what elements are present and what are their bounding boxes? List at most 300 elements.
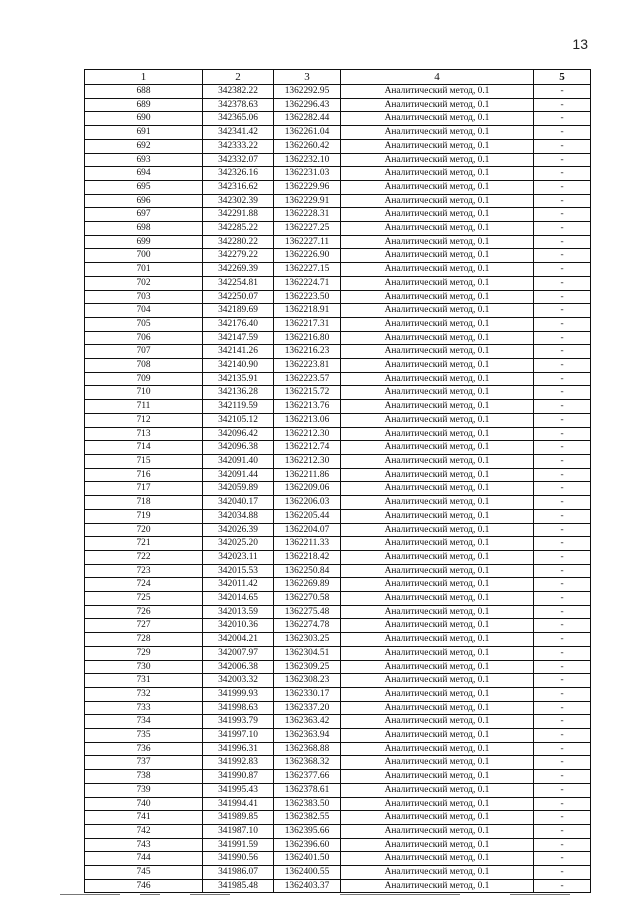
- table-row: [85, 304, 591, 318]
- table-cell-col-2: 342147.59: [203, 331, 274, 345]
- table-cell-col-2: 342014.65: [203, 592, 274, 606]
- table-cell-col-3: 1362232.10: [274, 153, 341, 167]
- table-cell-col-4: Аналитический метод, 0.1: [341, 194, 534, 208]
- table-cell-col-4: Аналитический метод, 0.1: [341, 208, 534, 222]
- table-cell-col-3: 1362337.20: [274, 701, 341, 715]
- table-row: [85, 537, 591, 551]
- table-cell-col-2: 342023.11: [203, 550, 274, 564]
- table-cell-col-5: -: [534, 660, 591, 674]
- table-cell-col-2: 342341.42: [203, 126, 274, 140]
- table-cell-col-1: 722: [85, 550, 203, 564]
- table-cell-col-5: -: [534, 770, 591, 784]
- table-row: [85, 126, 591, 140]
- table-cell-col-1: 707: [85, 345, 203, 359]
- table-cell-col-2: 341997.10: [203, 729, 274, 743]
- table-cell-col-1: 742: [85, 824, 203, 838]
- table-cell-col-4: Аналитический метод, 0.1: [341, 468, 534, 482]
- table-cell-col-3: 1362274.78: [274, 619, 341, 633]
- table-cell-col-1: 732: [85, 687, 203, 701]
- table-cell-col-1: 693: [85, 153, 203, 167]
- table-cell-col-1: 726: [85, 605, 203, 619]
- table-cell-col-1: 696: [85, 194, 203, 208]
- table-cell-col-4: Аналитический метод, 0.1: [341, 783, 534, 797]
- table-row: [85, 386, 591, 400]
- table-cell-col-3: 1362261.04: [274, 126, 341, 140]
- table-row: [85, 317, 591, 331]
- table-cell-col-1: 731: [85, 674, 203, 688]
- table-row: [85, 263, 591, 277]
- table-row: [85, 797, 591, 811]
- table-cell-col-5: -: [534, 153, 591, 167]
- table-row: [85, 742, 591, 756]
- table-cell-col-5: -: [534, 112, 591, 126]
- table-cell-col-4: Аналитический метод, 0.1: [341, 523, 534, 537]
- table-cell-col-3: 1362212.30: [274, 427, 341, 441]
- table-cell-col-5: -: [534, 180, 591, 194]
- table-cell-col-4: Аналитический метод, 0.1: [341, 742, 534, 756]
- table-cell-col-2: 342015.53: [203, 564, 274, 578]
- table-cell-col-5: -: [534, 139, 591, 153]
- table-cell-col-2: 342254.81: [203, 276, 274, 290]
- table-cell-col-4: Аналитический метод, 0.1: [341, 701, 534, 715]
- table-cell-col-5: -: [534, 372, 591, 386]
- table-cell-col-1: 692: [85, 139, 203, 153]
- table-cell-col-3: 1362383.50: [274, 797, 341, 811]
- table-row: [85, 592, 591, 606]
- table-row: [85, 619, 591, 633]
- table-cell-col-5: -: [534, 866, 591, 880]
- table-cell-col-2: 342026.39: [203, 523, 274, 537]
- table-cell-col-1: 741: [85, 811, 203, 825]
- table-cell-col-1: 743: [85, 838, 203, 852]
- table-cell-col-5: -: [534, 715, 591, 729]
- table-row: [85, 852, 591, 866]
- table-cell-col-5: -: [534, 811, 591, 825]
- table-cell-col-4: Аналитический метод, 0.1: [341, 139, 534, 153]
- table-cell-col-1: 704: [85, 304, 203, 318]
- table-cell-col-2: 342291.88: [203, 208, 274, 222]
- table-cell-col-1: 729: [85, 646, 203, 660]
- table-cell-col-4: Аналитический метод, 0.1: [341, 879, 534, 893]
- header-row: [85, 70, 591, 85]
- table-row: [85, 249, 591, 263]
- table-cell-col-1: 698: [85, 222, 203, 236]
- table-cell-col-1: 709: [85, 372, 203, 386]
- table-row: [85, 413, 591, 427]
- table-cell-col-3: 1362213.76: [274, 400, 341, 414]
- table-cell-col-4: Аналитический метод, 0.1: [341, 578, 534, 592]
- table-cell-col-2: 341999.93: [203, 687, 274, 701]
- table-cell-col-2: 342176.40: [203, 317, 274, 331]
- header-col-5: 5: [534, 70, 591, 85]
- table-row: [85, 715, 591, 729]
- table-row: [85, 811, 591, 825]
- table-cell-col-1: 737: [85, 756, 203, 770]
- table-cell-col-1: 708: [85, 359, 203, 373]
- header-col-4: 4: [341, 70, 534, 85]
- table-cell-col-3: 1362250.84: [274, 564, 341, 578]
- table-row: [85, 770, 591, 784]
- table-cell-col-2: 342382.22: [203, 85, 274, 99]
- table-row: [85, 605, 591, 619]
- table-cell-col-5: -: [534, 304, 591, 318]
- table-cell-col-1: 728: [85, 633, 203, 647]
- table-row: [85, 98, 591, 112]
- table-cell-col-3: 1362303.25: [274, 633, 341, 647]
- table-cell-col-3: 1362213.06: [274, 413, 341, 427]
- table-cell-col-5: -: [534, 879, 591, 893]
- table-cell-col-2: 342333.22: [203, 139, 274, 153]
- table-cell-col-3: 1362211.86: [274, 468, 341, 482]
- table-row: [85, 687, 591, 701]
- table-cell-col-2: 342316.62: [203, 180, 274, 194]
- table-cell-col-5: -: [534, 386, 591, 400]
- table-cell-col-3: 1362229.96: [274, 180, 341, 194]
- table-cell-col-5: -: [534, 235, 591, 249]
- table-cell-col-4: Аналитический метод, 0.1: [341, 372, 534, 386]
- table-cell-col-1: 695: [85, 180, 203, 194]
- table-cell-col-3: 1362363.94: [274, 729, 341, 743]
- table-row: [85, 701, 591, 715]
- table-cell-col-4: Аналитический метод, 0.1: [341, 359, 534, 373]
- table-cell-col-2: 342059.89: [203, 482, 274, 496]
- table-cell-col-2: 342096.38: [203, 441, 274, 455]
- table-cell-col-5: -: [534, 756, 591, 770]
- table-row: [85, 400, 591, 414]
- table-cell-col-4: Аналитический метод, 0.1: [341, 605, 534, 619]
- header-col-3: 3: [274, 70, 341, 85]
- table-row: [85, 359, 591, 373]
- table-cell-col-3: 1362226.90: [274, 249, 341, 263]
- table-row: [85, 331, 591, 345]
- table-cell-col-3: 1362223.57: [274, 372, 341, 386]
- table-cell-col-3: 1362377.66: [274, 770, 341, 784]
- table-cell-col-2: 342280.22: [203, 235, 274, 249]
- table-cell-col-4: Аналитический метод, 0.1: [341, 482, 534, 496]
- table-cell-col-2: 342365.06: [203, 112, 274, 126]
- table-cell-col-2: 342135.91: [203, 372, 274, 386]
- table-cell-col-4: Аналитический метод, 0.1: [341, 317, 534, 331]
- table-cell-col-3: 1362269.89: [274, 578, 341, 592]
- table-cell-col-2: 341991.59: [203, 838, 274, 852]
- table-cell-col-1: 740: [85, 797, 203, 811]
- table-cell-col-5: -: [534, 98, 591, 112]
- table-cell-col-2: 341985.48: [203, 879, 274, 893]
- table-cell-col-5: -: [534, 578, 591, 592]
- table-row: [85, 427, 591, 441]
- table-cell-col-3: 1362330.17: [274, 687, 341, 701]
- table-cell-col-2: 342091.40: [203, 454, 274, 468]
- table-cell-col-5: -: [534, 427, 591, 441]
- table-cell-col-4: Аналитический метод, 0.1: [341, 276, 534, 290]
- table-cell-col-1: 727: [85, 619, 203, 633]
- table-cell-col-5: -: [534, 646, 591, 660]
- table-cell-col-2: 342105.12: [203, 413, 274, 427]
- table-cell-col-2: 342034.88: [203, 509, 274, 523]
- table-cell-col-4: Аналитический метод, 0.1: [341, 222, 534, 236]
- table-cell-col-4: Аналитический метод, 0.1: [341, 153, 534, 167]
- table-cell-col-3: 1362228.31: [274, 208, 341, 222]
- table-cell-col-5: -: [534, 222, 591, 236]
- table-cell-col-5: -: [534, 126, 591, 140]
- table-cell-col-5: -: [534, 85, 591, 99]
- table-cell-col-3: 1362396.60: [274, 838, 341, 852]
- table-cell-col-1: 702: [85, 276, 203, 290]
- table-cell-col-4: Аналитический метод, 0.1: [341, 386, 534, 400]
- table-cell-col-3: 1362275.48: [274, 605, 341, 619]
- table-cell-col-4: Аналитический метод, 0.1: [341, 633, 534, 647]
- table-row: [85, 509, 591, 523]
- table-cell-col-3: 1362223.50: [274, 290, 341, 304]
- table-cell-col-4: Аналитический метод, 0.1: [341, 331, 534, 345]
- table-cell-col-2: 341998.63: [203, 701, 274, 715]
- table-row: [85, 646, 591, 660]
- table-cell-col-3: 1362378.61: [274, 783, 341, 797]
- table-cell-col-3: 1362217.31: [274, 317, 341, 331]
- table-cell-col-5: -: [534, 331, 591, 345]
- table-cell-col-4: Аналитический метод, 0.1: [341, 126, 534, 140]
- table-cell-col-4: Аналитический метод, 0.1: [341, 756, 534, 770]
- table-cell-col-5: -: [534, 838, 591, 852]
- table-cell-col-3: 1362204.07: [274, 523, 341, 537]
- table-cell-col-3: 1362270.58: [274, 592, 341, 606]
- table-cell-col-1: 734: [85, 715, 203, 729]
- table-cell-col-1: 689: [85, 98, 203, 112]
- table-cell-col-1: 723: [85, 564, 203, 578]
- table-cell-col-5: -: [534, 359, 591, 373]
- page-number: 13: [572, 36, 588, 52]
- table-cell-col-4: Аналитический метод, 0.1: [341, 180, 534, 194]
- table-cell-col-4: Аналитический метод, 0.1: [341, 496, 534, 510]
- table-cell-col-4: Аналитический метод, 0.1: [341, 770, 534, 784]
- table-cell-col-2: 342285.22: [203, 222, 274, 236]
- table-cell-col-3: 1362282.44: [274, 112, 341, 126]
- table-cell-col-5: -: [534, 550, 591, 564]
- table-cell-col-5: -: [534, 454, 591, 468]
- table-cell-col-2: 342040.17: [203, 496, 274, 510]
- table-cell-col-5: -: [534, 482, 591, 496]
- table-row: [85, 139, 591, 153]
- table-cell-col-5: -: [534, 783, 591, 797]
- table-row: [85, 85, 591, 99]
- table-cell-col-4: Аналитический метод, 0.1: [341, 729, 534, 743]
- table-row: [85, 674, 591, 688]
- table-cell-col-2: 342004.21: [203, 633, 274, 647]
- table-cell-col-2: 342119.59: [203, 400, 274, 414]
- table-cell-col-4: Аналитический метод, 0.1: [341, 852, 534, 866]
- table-cell-col-3: 1362212.30: [274, 454, 341, 468]
- table-cell-col-3: 1362218.91: [274, 304, 341, 318]
- table-cell-col-2: 341996.31: [203, 742, 274, 756]
- table-cell-col-3: 1362292.95: [274, 85, 341, 99]
- table-row: [85, 208, 591, 222]
- table-cell-col-2: 342096.42: [203, 427, 274, 441]
- table-cell-col-3: 1362308.23: [274, 674, 341, 688]
- table-cell-col-4: Аналитический метод, 0.1: [341, 441, 534, 455]
- table-cell-col-4: Аналитический метод, 0.1: [341, 564, 534, 578]
- table-cell-col-1: 690: [85, 112, 203, 126]
- table-cell-col-5: -: [534, 523, 591, 537]
- table-cell-col-4: Аналитический метод, 0.1: [341, 167, 534, 181]
- table-cell-col-1: 735: [85, 729, 203, 743]
- table-cell-col-1: 736: [85, 742, 203, 756]
- table-row: [85, 866, 591, 880]
- table-row: [85, 660, 591, 674]
- table-cell-col-4: Аналитический метод, 0.1: [341, 98, 534, 112]
- table-cell-col-1: 719: [85, 509, 203, 523]
- table-cell-col-1: 715: [85, 454, 203, 468]
- table-cell-col-3: 1362209.06: [274, 482, 341, 496]
- table-cell-col-5: -: [534, 413, 591, 427]
- table-cell-col-5: -: [534, 674, 591, 688]
- table-cell-col-2: 342025.20: [203, 537, 274, 551]
- table-cell-col-4: Аналитический метод, 0.1: [341, 304, 534, 318]
- table-cell-col-2: 341993.79: [203, 715, 274, 729]
- table-row: [85, 112, 591, 126]
- table-cell-col-1: 700: [85, 249, 203, 263]
- table-cell-col-2: 342006.38: [203, 660, 274, 674]
- table-cell-col-1: 706: [85, 331, 203, 345]
- table-cell-col-3: 1362206.03: [274, 496, 341, 510]
- table-cell-col-4: Аналитический метод, 0.1: [341, 427, 534, 441]
- table-cell-col-2: 341990.87: [203, 770, 274, 784]
- table-cell-col-1: 730: [85, 660, 203, 674]
- table-cell-col-2: 341994.41: [203, 797, 274, 811]
- table-cell-col-5: -: [534, 537, 591, 551]
- table-cell-col-2: 341986.07: [203, 866, 274, 880]
- table-cell-col-5: -: [534, 290, 591, 304]
- table-cell-col-2: 342140.90: [203, 359, 274, 373]
- table-cell-col-1: 718: [85, 496, 203, 510]
- table-cell-col-5: -: [534, 400, 591, 414]
- table-cell-col-2: 342011.42: [203, 578, 274, 592]
- table-cell-col-2: 342189.69: [203, 304, 274, 318]
- table-row: [85, 578, 591, 592]
- table-cell-col-2: 341989.85: [203, 811, 274, 825]
- table-cell-col-1: 697: [85, 208, 203, 222]
- table-cell-col-3: 1362304.51: [274, 646, 341, 660]
- table-cell-col-5: -: [534, 564, 591, 578]
- table-cell-col-3: 1362309.25: [274, 660, 341, 674]
- table-row: [85, 194, 591, 208]
- table-cell-col-2: 341992.83: [203, 756, 274, 770]
- table-row: [85, 783, 591, 797]
- table-row: [85, 482, 591, 496]
- table-row: [85, 290, 591, 304]
- table-cell-col-3: 1362227.11: [274, 235, 341, 249]
- footer-line: [190, 894, 230, 895]
- table-cell-col-2: 342007.97: [203, 646, 274, 660]
- table-cell-col-1: 738: [85, 770, 203, 784]
- table-cell-col-3: 1362227.15: [274, 263, 341, 277]
- table-cell-col-1: 745: [85, 866, 203, 880]
- table-header: [85, 70, 591, 85]
- table-cell-col-5: -: [534, 441, 591, 455]
- table-cell-col-4: Аналитический метод, 0.1: [341, 592, 534, 606]
- table-row: [85, 345, 591, 359]
- table-cell-col-3: 1362403.37: [274, 879, 341, 893]
- table-cell-col-5: -: [534, 852, 591, 866]
- table-row: [85, 222, 591, 236]
- table-cell-col-4: Аналитический метод, 0.1: [341, 838, 534, 852]
- table-cell-col-1: 712: [85, 413, 203, 427]
- table-cell-col-5: -: [534, 317, 591, 331]
- table-row: [85, 729, 591, 743]
- table-cell-col-1: 746: [85, 879, 203, 893]
- table-row: [85, 550, 591, 564]
- table-cell-col-1: 688: [85, 85, 203, 99]
- table-cell-col-4: Аналитический метод, 0.1: [341, 811, 534, 825]
- table-cell-col-3: 1362212.74: [274, 441, 341, 455]
- table-cell-col-4: Аналитический метод, 0.1: [341, 537, 534, 551]
- table-cell-col-1: 713: [85, 427, 203, 441]
- table-cell-col-5: -: [534, 742, 591, 756]
- table-cell-col-3: 1362363.42: [274, 715, 341, 729]
- table-row: [85, 441, 591, 455]
- table-cell-col-5: -: [534, 276, 591, 290]
- coordinates-table: [84, 69, 591, 893]
- table-cell-col-4: Аналитический метод, 0.1: [341, 290, 534, 304]
- table-cell-col-1: 724: [85, 578, 203, 592]
- table-cell-col-1: 721: [85, 537, 203, 551]
- table-cell-col-1: 699: [85, 235, 203, 249]
- table-cell-col-5: -: [534, 249, 591, 263]
- table-cell-col-2: 342136.28: [203, 386, 274, 400]
- table-cell-col-4: Аналитический метод, 0.1: [341, 715, 534, 729]
- table-cell-col-3: 1362260.42: [274, 139, 341, 153]
- table-cell-col-2: 342332.07: [203, 153, 274, 167]
- table-row: [85, 633, 591, 647]
- table-cell-col-2: 341995.43: [203, 783, 274, 797]
- table-cell-col-5: -: [534, 194, 591, 208]
- table-cell-col-1: 694: [85, 167, 203, 181]
- table-cell-col-2: 342010.36: [203, 619, 274, 633]
- table-cell-col-2: 342013.59: [203, 605, 274, 619]
- table-cell-col-5: -: [534, 496, 591, 510]
- table-cell-col-4: Аналитический метод, 0.1: [341, 866, 534, 880]
- table-cell-col-5: -: [534, 605, 591, 619]
- table-cell-col-1: 739: [85, 783, 203, 797]
- table-cell-col-4: Аналитический метод, 0.1: [341, 674, 534, 688]
- footer-line: [340, 894, 460, 895]
- table-cell-col-2: 342378.63: [203, 98, 274, 112]
- table-cell-col-2: 342269.39: [203, 263, 274, 277]
- table-cell-col-5: -: [534, 824, 591, 838]
- table-cell-col-3: 1362224.71: [274, 276, 341, 290]
- table-row: [85, 756, 591, 770]
- table-cell-col-1: 711: [85, 400, 203, 414]
- table-cell-col-1: 725: [85, 592, 203, 606]
- table-row: [85, 564, 591, 578]
- footer-line: [140, 894, 160, 895]
- table-cell-col-5: -: [534, 509, 591, 523]
- table-cell-col-2: 342003.32: [203, 674, 274, 688]
- table-cell-col-4: Аналитический метод, 0.1: [341, 235, 534, 249]
- table-cell-col-4: Аналитический метод, 0.1: [341, 509, 534, 523]
- table-cell-col-3: 1362368.88: [274, 742, 341, 756]
- table-cell-col-4: Аналитический метод, 0.1: [341, 85, 534, 99]
- table-row: [85, 824, 591, 838]
- table-body: [85, 85, 591, 893]
- table-cell-col-5: -: [534, 701, 591, 715]
- table-cell-col-5: -: [534, 167, 591, 181]
- table-cell-col-4: Аналитический метод, 0.1: [341, 400, 534, 414]
- table-cell-col-3: 1362395.66: [274, 824, 341, 838]
- table-cell-col-4: Аналитический метод, 0.1: [341, 646, 534, 660]
- table-row: [85, 879, 591, 893]
- table-cell-col-2: 342302.39: [203, 194, 274, 208]
- table-cell-col-2: 342250.07: [203, 290, 274, 304]
